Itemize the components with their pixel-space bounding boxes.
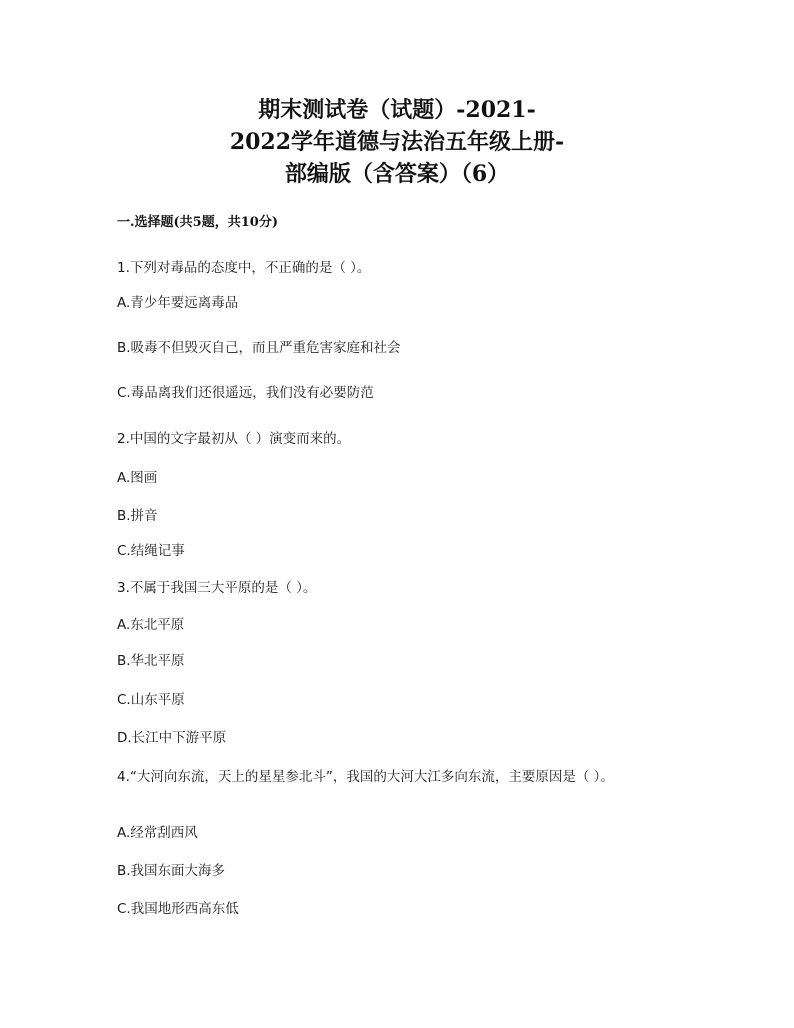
question-4-option-c: C.我国地形西高东低 [117,901,239,917]
question-3-option-b: B.华北平原 [117,653,185,669]
question-3-text: 3.不属于我国三大平原的是（ ）。 [117,580,317,596]
question-2-text: 2.中国的文字最初从（ ）演变而来的。 [117,431,351,447]
question-4-option-a: A.经常刮西风 [117,825,198,841]
question-3-option-d: D.长江中下游平原 [117,730,227,746]
document-title-line-3: 部编版（含答案）（6） [284,161,510,187]
question-1-option-c: C.毒品离我们还很遥远，我们没有必要防范 [117,385,374,401]
question-1-option-a: A.青少年要远离毒品 [117,295,239,311]
question-2-option-b: B.拼音 [117,508,158,524]
question-3-option-c: C.山东平原 [117,692,185,708]
question-4-option-b: B.我国东面大海多 [117,863,226,879]
question-2-option-a: A.图画 [117,470,158,486]
document-title-line-2: 2022学年道德与法治五年级上册- [229,129,565,155]
question-1-text: 1.下列对毒品的态度中，不正确的是（ ）。 [117,260,371,276]
question-1-option-b: B.吸毒不但毁灭自己，而且严重危害家庭和社会 [117,340,401,356]
document-title-line-1: 期末测试卷（试题）-2021- [258,97,536,123]
question-2-option-c: C.结绳记事 [117,543,185,559]
section-heading: 一.选择题(共5题，共10分) [117,215,278,230]
question-4-text: 4.“大河向东流，天上的星星参北斗”，我国的大河大江多向东流，主要原因是（ ）。 [117,769,614,785]
question-3-option-a: A.东北平原 [117,617,185,633]
